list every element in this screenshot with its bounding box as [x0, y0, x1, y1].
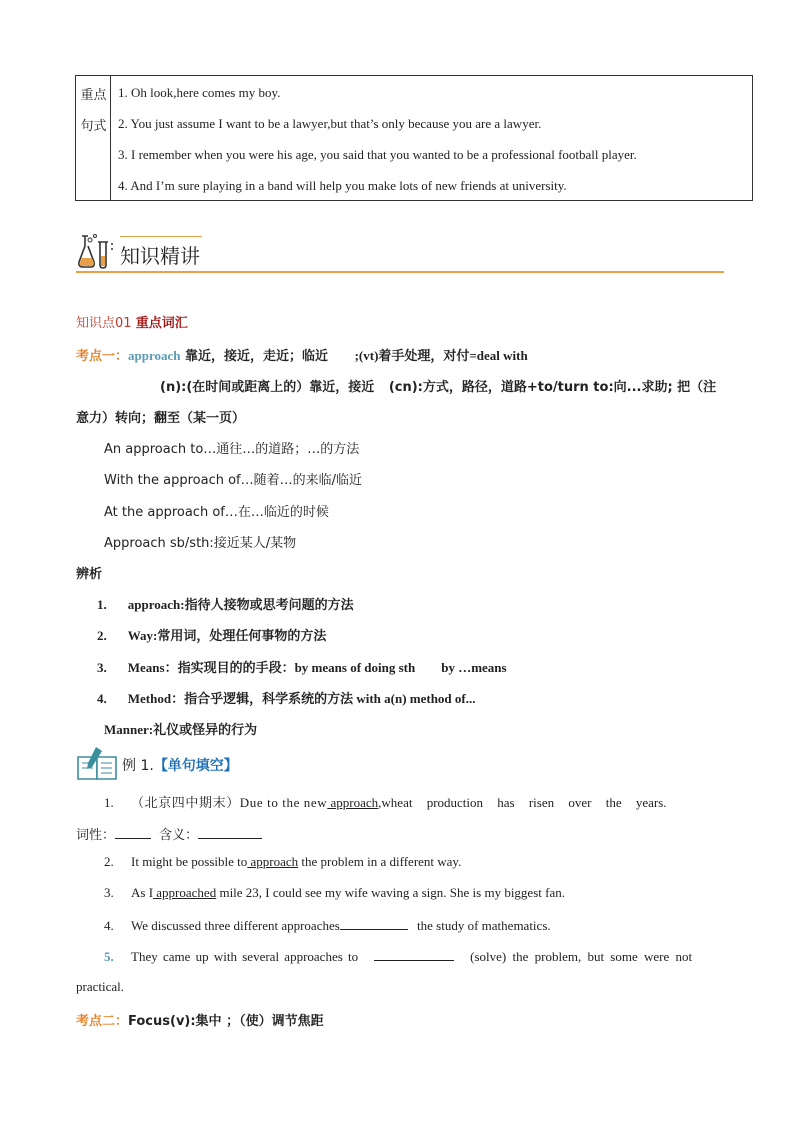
- point1-word: approach: [128, 348, 181, 363]
- q1-pos-blank[interactable]: [115, 826, 151, 839]
- phrase-3: At the approach of…在…临近的时候: [104, 505, 329, 520]
- label-line2: 句式: [80, 119, 107, 134]
- q2-pre: It might be possible to: [131, 854, 248, 869]
- point1-def1b: ;(vt)着手处理，对付=deal with: [354, 348, 528, 363]
- question-2: [104, 854, 461, 870]
- q4-num: 4.: [104, 918, 114, 933]
- knowledge-point-heading: [76, 312, 188, 331]
- question-1-line2: [76, 824, 262, 843]
- phrase-2: With the approach of…随着…的来临/临近: [104, 473, 362, 488]
- flask-beaker-icon: [76, 232, 116, 272]
- q1-pre: （北京四中期末）Due to the new: [131, 795, 328, 810]
- point1-label: 考点一：: [76, 349, 129, 364]
- analysis-item-3: [97, 657, 507, 676]
- q5-num: 5.: [104, 949, 114, 964]
- analysis-item-1: [97, 594, 354, 613]
- point2-text: Focus(v):集中 ；（使）调节焦距: [128, 1014, 324, 1029]
- q4-post: the study of mathematics.: [413, 918, 551, 933]
- analysis-text-2: Way:常用词，处理任何事物的方法: [127, 628, 327, 643]
- analysis-num-1: 1.: [97, 597, 107, 612]
- point1-def2: (n):(在时间或距离上的）靠近，接近: [160, 380, 379, 395]
- q4-blank[interactable]: [340, 917, 408, 930]
- key-sentence-2: 2. You just assume I want to be a lawyer,but that’s only because you are a lawyer.: [118, 116, 542, 131]
- section-rule: [76, 271, 724, 273]
- label-line1: 重点: [80, 88, 107, 103]
- q3-num: 3.: [104, 885, 114, 900]
- phrase-1: An approach to…通往…的道路；…的方法: [104, 442, 360, 457]
- q4-pre: We discussed three different approaches: [131, 918, 340, 933]
- analysis-item-2: [97, 625, 326, 644]
- section-rule-top: [120, 236, 202, 237]
- analysis-num-4: 4.: [97, 691, 107, 706]
- key-sentences-label: [76, 76, 111, 200]
- example-header: [122, 755, 238, 775]
- section-title: 知识精讲: [120, 244, 200, 268]
- analysis-num-2: 2.: [97, 628, 107, 643]
- analysis-manner: Manner:礼仪或怪异的行为: [104, 722, 258, 737]
- point2-line: [76, 1010, 324, 1029]
- point2-label: 考点二：: [76, 1014, 129, 1029]
- q5-blank[interactable]: [374, 948, 454, 961]
- knowledge-point-title: 重点词汇: [135, 316, 188, 331]
- analysis-title: 辨析: [76, 567, 103, 582]
- point1-line1: [76, 345, 528, 364]
- q1-meaning-label: 含义：: [159, 828, 199, 843]
- q1-word: approach: [327, 795, 379, 810]
- question-3: [104, 885, 565, 901]
- q2-post: the problem in a different way.: [298, 854, 462, 869]
- q1-meaning-blank[interactable]: [198, 826, 262, 839]
- q2-word: approach: [247, 854, 299, 869]
- q5-post: (solve) the problem, but some were not: [470, 949, 693, 964]
- q1-post: ,wheat production has risen over the years.: [378, 795, 667, 810]
- point1-def1: 靠近，接近，走近；临近: [180, 349, 333, 364]
- pencil-book-icon: [76, 745, 120, 781]
- q3-pre: As I: [131, 885, 154, 900]
- analysis-text-4: Method：指合乎逻辑，科学系统的方法 with a(n) method of...: [127, 691, 476, 706]
- q2-num: 2.: [104, 854, 114, 869]
- point1-line2: [160, 376, 716, 395]
- key-sentence-1: 1. Oh look,here comes my boy.: [118, 85, 281, 100]
- q3-post: mile 23, I could see my wife waving a sign. She is my biggest fan.: [216, 885, 565, 900]
- analysis-num-3: 3.: [97, 660, 107, 675]
- knowledge-point-prefix: 知识点01: [76, 316, 132, 331]
- key-sentence-3: 3. I remember when you were his age, you said that you wanted to be a professional football player.: [118, 147, 637, 162]
- analysis-item-4: [97, 688, 476, 707]
- point1-def2b: (cn):方式，路径，道路+to/turn to:向...求助; 把（注: [388, 380, 717, 395]
- point1-def3: 意力）转向；翻至（某一页）: [76, 411, 246, 426]
- question-4: [104, 917, 551, 934]
- key-sentences-table: [75, 75, 753, 201]
- question-1: [104, 792, 718, 811]
- key-sentence-4: 4. And I’m sure playing in a band will help you make lots of new friends at university.: [118, 178, 567, 193]
- q5-line2: practical.: [76, 979, 124, 994]
- phrase-4: Approach sb/sth:接近某人/某物: [104, 536, 297, 551]
- question-5: [104, 948, 692, 965]
- example-label: 例 1.: [122, 758, 154, 774]
- q1-num: 1.: [104, 795, 114, 810]
- analysis-text-1: approach:指待人接物或思考问题的方法: [127, 597, 354, 612]
- q3-word: approached: [153, 885, 217, 900]
- example-type: 【单句填空】: [153, 758, 238, 774]
- q5-pre: They came up with several approaches to: [131, 949, 359, 964]
- analysis-text-3: Means：指实现目的的手段：by means of doing sth by …means: [127, 660, 507, 675]
- q1-pos-label: 词性：: [76, 828, 116, 843]
